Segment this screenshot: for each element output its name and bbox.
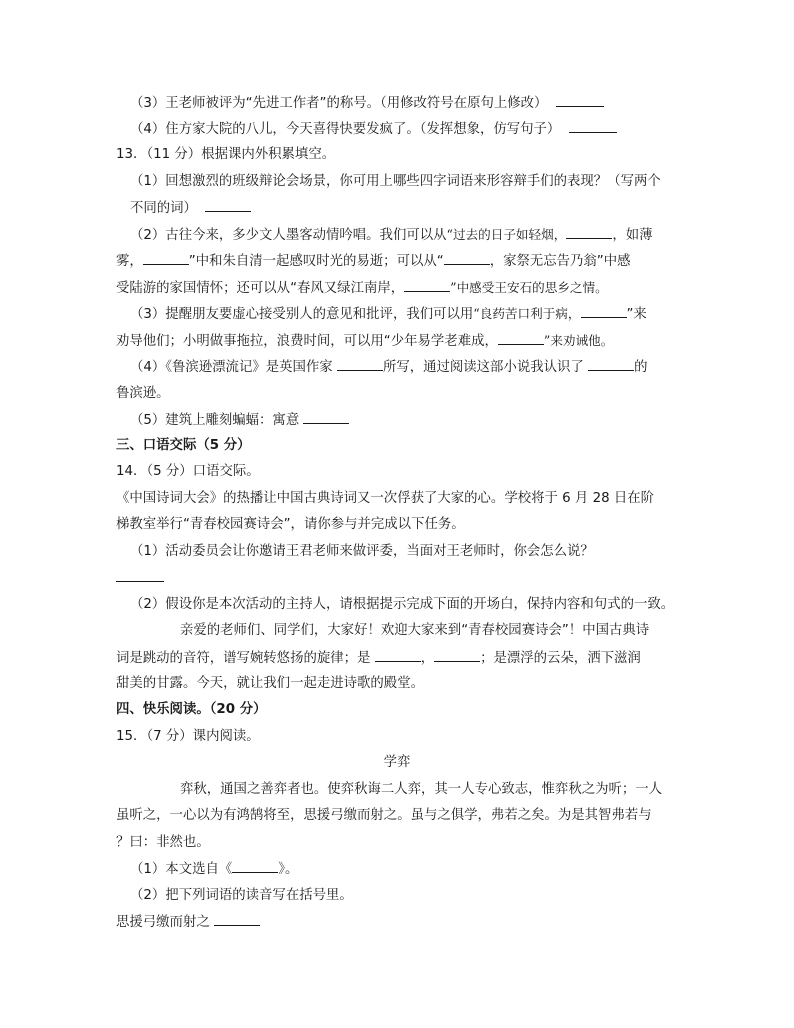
q14-item1 — [130, 543, 680, 561]
q14-item1-answer — [116, 569, 678, 587]
q12-item4-text: （4）住方家大院的八儿，今天喜得快要发疯了。（发挥想象，仿写句子） — [130, 122, 561, 137]
answer-blank[interactable] — [588, 358, 634, 371]
answer-blank[interactable] — [232, 860, 278, 873]
answer-blank[interactable] — [581, 305, 627, 318]
answer-blank[interactable] — [434, 649, 480, 662]
q14-intro-line2 — [116, 516, 678, 534]
passage-text: ？曰：非然也。 — [116, 835, 210, 850]
q13-item3-text: 劝导他们；小明做事拖拉，浪费时间，可以用“少年易学老难成， — [116, 334, 498, 349]
q13-item4-text: 的 — [634, 360, 648, 375]
section3-heading — [116, 437, 678, 455]
section4-heading — [116, 701, 678, 719]
q13-item5 — [130, 411, 680, 429]
answer-blank[interactable] — [566, 226, 612, 239]
q13-item2-text: ”中和朱自清一起感叹时光的易逝；可以从“ — [188, 254, 444, 269]
q14-speech-text: ， — [420, 651, 435, 666]
q15-item2 — [130, 887, 680, 905]
q13-item1-line2 — [130, 199, 680, 217]
q13-item3-line1 — [130, 305, 680, 323]
q13-item2-quote: “过去的日子如轻烟， — [446, 227, 567, 242]
q13-item5-text: （5）建筑上雕刻蝙蝠：寓意 — [130, 413, 304, 428]
passage-line1 — [180, 781, 680, 799]
answer-blank[interactable] — [556, 94, 604, 107]
q14-heading-text: 14．（5 分）口语交际。 — [116, 464, 260, 479]
q14-heading — [116, 463, 678, 481]
q14-speech-line1 — [180, 622, 680, 640]
q13-item1-line1 — [130, 173, 680, 191]
q15-item2-text: （2）把下列词语的读音写在括号里。 — [130, 888, 353, 903]
q15-heading-text: 15．（7 分）课内阅读。 — [116, 729, 260, 744]
q13-item4-line1 — [130, 358, 680, 376]
q13-heading-text: 13．（11 分）根据课内外积累填空。 — [116, 147, 336, 162]
q12-item3-text: （3）王老师被评为“先进工作者”的称号。（用修改符号在原句上修改） — [130, 96, 548, 111]
q14-speech-line2 — [116, 649, 678, 667]
passage-line2 — [116, 807, 678, 825]
answer-blank[interactable] — [143, 252, 189, 265]
q15-heading — [116, 728, 678, 746]
passage-text: 弈秋，通国之善弈者也。使弈秋诲二人弈，其一人专心致志，惟弈秋之为听；一人 — [180, 782, 663, 797]
q13-item2-text: ，如薄 — [612, 228, 653, 243]
q13-item3-quote: ”来劝诫他。 — [543, 333, 614, 348]
q13-item4-text-cont: 鲁滨逊。 — [116, 386, 170, 401]
q13-item2-text: （2）古往今来，多少文人墨客动情吟唱。我们可以从 — [130, 228, 447, 243]
q12-item4 — [130, 120, 680, 138]
passage-text: 虽听之，一心以为有鸿鹄将至，思援弓缴而射之。虽与之俱学，弗若之矣。为是其智弗若与 — [116, 808, 652, 823]
q15-item1 — [130, 860, 680, 878]
q13-item3-quote: “良药苦口利于病， — [473, 306, 581, 321]
q14-item2 — [130, 596, 680, 614]
q13-item4-text: 所写，通过阅读这部小说我认识了 — [382, 360, 589, 375]
q14-speech-text: ；是漂浮的云朵，洒下滋润 — [480, 651, 641, 666]
q13-item2-line3 — [116, 279, 678, 297]
q15-item1-text: （1）本文选自《 — [130, 862, 233, 877]
q12-item3 — [130, 94, 680, 112]
q14-speech-text: 亲爱的老师们、同学们，大家好！欢迎大家来到“青春校园赛诗会”！中国古典诗 — [180, 623, 650, 638]
q15-item1-text: 》。 — [278, 862, 299, 877]
q14-item2-text: （2）假设你是本次活动的主持人，请根据提示完成下面的开场白，保持内容和句式的一致。 — [130, 597, 675, 612]
section4-heading-text: 四、快乐阅读。（20 分） — [116, 702, 267, 717]
q14-speech-line3 — [116, 675, 678, 693]
answer-blank[interactable] — [214, 913, 260, 926]
q13-item2-text: ，家祭无忘告乃翁”中感 — [489, 254, 631, 269]
q13-item3-line2 — [116, 332, 678, 350]
answer-blank[interactable] — [375, 649, 421, 662]
answer-blank[interactable] — [303, 411, 349, 424]
q14-intro-text: 《中国诗词大会》的热播让中国古典诗词又一次俘获了大家的心。学校将于 6 月 28 日在阶 — [116, 491, 655, 506]
passage-title-text: 学弈 — [383, 755, 411, 770]
q14-item1-text: （1）活动委员会让你邀请王君老师来做评委，当面对王老师时，你会怎么说？ — [130, 544, 594, 559]
answer-blank[interactable] — [404, 279, 450, 292]
passage-title — [116, 754, 678, 772]
q15-item2-word-text: 思援弓缴而射之 — [116, 915, 214, 930]
section3-heading-text: 三、口语交际（5 分） — [116, 438, 251, 453]
q13-item1-text-cont: 不同的词） — [130, 201, 197, 216]
answer-blank[interactable] — [444, 252, 490, 265]
q13-item4-line2 — [116, 385, 678, 403]
passage-line3 — [116, 834, 678, 852]
q13-item4-text: （4）《鲁滨逊漂流记》是英国作家 — [130, 360, 337, 375]
q14-intro-line1 — [116, 490, 678, 508]
q13-item3-text: （3）提醒朋友要虚心接受别人的意见和批评，我们可以用 — [130, 307, 474, 322]
q13-item2-text: 雾， — [116, 254, 143, 269]
q13-item3-text: ”来 — [626, 307, 647, 322]
answer-blank[interactable] — [337, 358, 383, 371]
q13-item2-quote: ”中感受王安石的思乡之情。 — [450, 280, 608, 295]
q13-item2-line2 — [116, 252, 678, 270]
answer-blank[interactable] — [205, 199, 251, 212]
q14-speech-text: 词是跳动的音符，谱写婉转悠扬的旋律；是 — [116, 651, 375, 666]
q13-item2-line1 — [130, 226, 680, 244]
q15-item2-word — [116, 913, 678, 931]
answer-blank[interactable] — [498, 332, 544, 345]
q13-item1-text: （1）回想激烈的班级辩论会场景，你可用上哪些四字词语来形容辩手们的表现？（写两个 — [130, 174, 661, 189]
answer-blank[interactable] — [569, 120, 617, 133]
answer-blank[interactable] — [116, 569, 164, 582]
q14-speech-text-cont: 甜美的甘露。今天，就让我们一起走进诗歌的殿堂。 — [116, 676, 424, 691]
q14-intro-text-cont: 梯教室举行“青春校园赛诗会”，请你参与并完成以下任务。 — [116, 517, 465, 532]
q13-item2-text: 受陆游的家国情怀；还可以从“春风又绿江南岸， — [116, 281, 405, 296]
q13-heading — [116, 146, 678, 164]
